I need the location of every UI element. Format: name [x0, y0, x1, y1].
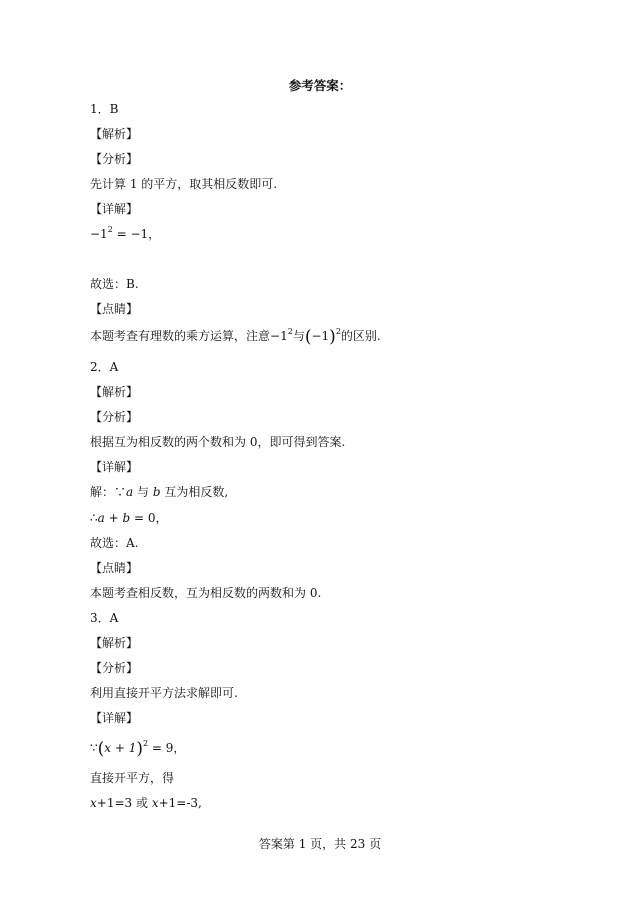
q2-number-answer: 2．A — [90, 360, 119, 374]
q1-note-d-open: ( — [304, 327, 312, 347]
page-footer: 答案第 1 页，共 23 页 — [258, 837, 382, 851]
q2-conclusion: 故选：A. — [90, 536, 139, 550]
q3-res-x1: x — [90, 796, 97, 810]
q2-sol-a: 解：∵ — [90, 485, 127, 499]
q3-eq-in: x + 1 — [104, 741, 137, 755]
q1-note-a: 本题考查有理数的乘方运算，注意 — [90, 329, 271, 343]
q3-number-answer: 3．A — [90, 611, 119, 625]
q1-note-b-sup: 2 — [287, 327, 293, 336]
q2-fenxi-text: 根据互为相反数的两个数和为 0，即可得到答案. — [90, 435, 346, 449]
q2-var-b: b — [152, 485, 161, 499]
q2-sol-b: 与 — [133, 485, 153, 499]
q1-note-d-close: ) — [329, 327, 336, 347]
q3-eq-close: ) — [136, 739, 144, 759]
q1-eq-sup: 2 — [107, 225, 113, 234]
q2-dianjing-heading: 【点睛】 — [90, 561, 139, 575]
page-title: 参考答案： — [288, 78, 352, 93]
q1-note — [90, 327, 381, 347]
q3-fenxi-heading: 【分析】 — [90, 661, 139, 675]
q2-therefore — [90, 510, 168, 526]
q3-res-a: +1=3 或 — [96, 796, 152, 810]
q1-note-e: 的区别. — [340, 329, 381, 343]
q2-fenxi-heading: 【分析】 — [90, 410, 139, 424]
q1-jiexi-heading: 【解析】 — [90, 127, 139, 141]
q1-note-d-sup: 2 — [335, 327, 341, 336]
q2-xiangjie-heading: 【详解】 — [90, 460, 139, 474]
q2-therefore-eq: a + b — [97, 511, 131, 525]
q1-xiangjie-heading: 【详解】 — [90, 202, 139, 216]
q3-jiexi-heading: 【解析】 — [90, 636, 139, 650]
q2-note: 本题考查相反数，互为相反数的两数和为 0. — [90, 586, 322, 600]
q3-equation — [90, 739, 186, 759]
q2-var-a: a — [126, 485, 134, 499]
q2-therefore-symbol: ∴ — [90, 511, 98, 525]
q1-equation — [90, 226, 160, 242]
q1-eq-minus: −1 — [90, 227, 108, 241]
q1-eq-rest: = −1， — [112, 227, 161, 241]
q3-eq-sup: 2 — [143, 739, 149, 748]
q1-note-b: −1 — [270, 329, 288, 343]
q3-res-b: +1=-3, — [158, 796, 202, 810]
q2-solution — [90, 484, 228, 500]
q1-number-answer: 1．B — [90, 102, 119, 116]
q2-therefore-rest: = 0， — [130, 511, 168, 525]
q1-fenxi-heading: 【分析】 — [90, 152, 139, 166]
q3-fenxi-text: 利用直接开平方法求解即可. — [90, 686, 238, 700]
q3-step: 直接开平方，得 — [90, 771, 175, 785]
q1-note-d-in: −1 — [311, 329, 330, 343]
q3-eq-open: ( — [97, 739, 105, 759]
q3-res-x2: x — [151, 796, 159, 810]
q1-dianjing-heading: 【点睛】 — [90, 302, 139, 316]
q1-conclusion: 故选：B. — [90, 277, 139, 291]
q3-xiangjie-heading: 【详解】 — [90, 711, 139, 725]
q1-note-c: 与 — [292, 329, 305, 343]
q3-eq-rest: = 9， — [148, 741, 186, 755]
q2-jiexi-heading: 【解析】 — [90, 385, 139, 399]
q3-because: ∵ — [90, 741, 98, 755]
q3-result — [90, 795, 202, 811]
q1-fenxi-text: 先计算 1 的平方，取其相反数即可. — [90, 177, 278, 191]
q2-sol-c: 互为相反数, — [160, 485, 229, 499]
